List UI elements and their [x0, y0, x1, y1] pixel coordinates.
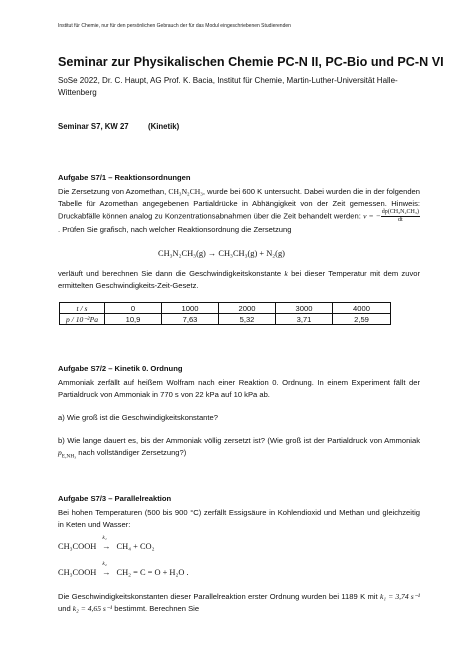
rate-denominator: dt: [398, 217, 403, 224]
pressure-symbol: p: [58, 447, 62, 457]
rate-lhs: v = −: [363, 211, 381, 221]
task1-text-b: , wurde bei 600 K untersucht. Dabei wurden die in der folgenden Tabelle für Azomethan angegebenen Partialdrücke in Abhängigkeit von der Zeit gemessen. Hinweis: Druckabfälle können analog zu Konzentrationsabnahmen über die Zeit behandelt werden:: [58, 187, 420, 221]
task1-paragraph-2: [58, 268, 420, 291]
reaction-1-rhs: CH₄ + CO₂: [116, 542, 155, 551]
task3-text-c: bestimmt. Berechnen Sie: [112, 603, 200, 613]
table-cell: 7,63: [162, 314, 219, 325]
k1-value: k₁ = 3,74 s⁻¹: [379, 592, 421, 601]
table-cell: 2,59: [333, 314, 391, 325]
reaction-2-arrow: k₂ →: [102, 561, 111, 577]
task1-text-c: . Prüfen Sie grafisch, nach welcher Reaktionsordnung die Zersetzung: [58, 225, 292, 235]
task1-text-a: Die Zersetzung von Azomethan,: [58, 187, 169, 196]
reaction-1-k: k₁: [102, 535, 107, 541]
table-cell: 5,32: [219, 314, 276, 325]
task2-question-b: [58, 435, 420, 463]
table-cell: 1000: [162, 303, 219, 314]
decomposition-reaction: CH₃N₂CH₃(g) → CH₃CH₃(g) + N₂(g): [158, 249, 285, 258]
reaction-1-arrow: k₁ →: [102, 535, 111, 551]
task3-heading: Aufgabe S7/3 – Parallelreaktion: [58, 494, 172, 503]
table-row: [60, 314, 391, 325]
rate-constant-symbol: k: [284, 269, 288, 278]
task2-heading: Aufgabe S7/2 – Kinetik 0. Ordnung: [58, 364, 183, 373]
task3-text-b: und: [58, 603, 73, 613]
table-cell: 3000: [276, 303, 333, 314]
rate-numerator: dp(CH₃N₂CH₃): [381, 209, 419, 216]
azomethane-formula: CH₃N₂CH₃: [168, 187, 203, 196]
task1-text-d: verläuft und berechnen Sie dann die Geschwindigkeitskonstante: [58, 269, 285, 278]
task1-heading: Aufgabe S7/1 – Reaktionsordnungen: [58, 173, 191, 182]
task2-question-a: a) Wie groß ist die Geschwindigkeitskonstante?: [58, 413, 218, 422]
table-cell: p / 10⁻²Pa: [60, 314, 105, 325]
task3-paragraph-2: [58, 591, 420, 614]
task3-paragraph: Bei hohen Temperaturen (500 bis 900 °C) zerfällt Essigsäure in Kohlendioxid und Methan und gleichzeitig in Keten und Wasser:: [58, 508, 420, 529]
task2-paragraph: Ammoniak zerfällt auf heißem Wolfram nach einer Reaktion 0. Ordnung. In einem Experiment fällt der Partialdruck von Ammoniak in 770 s von 22 kPa auf 10 kPa ab.: [58, 378, 420, 399]
task2-qb-text: b) Wie lange dauert es, bis der Ammoniak völlig zersetzt ist? (Wie groß ist der Partialdruck von Ammoniak: [58, 436, 420, 445]
table-cell: 0: [105, 303, 162, 314]
table-cell: t / s: [60, 303, 105, 314]
document-subtitle: SoSe 2022, Dr. C. Haupt, AG Prof. K. Bacia, Institut für Chemie, Martin-Luther-Universität Halle-Wittenberg: [58, 76, 398, 97]
table-cell: 10,9: [105, 314, 162, 325]
reaction-1-lhs: CH₃COOH: [58, 542, 97, 551]
seminar-topic: (Kinetik): [148, 122, 180, 131]
table-cell: 2000: [219, 303, 276, 314]
task1-paragraph: [58, 186, 420, 236]
table-cell: 3,71: [276, 314, 333, 325]
table-row: [60, 303, 391, 314]
document-title: Seminar zur Physikalischen Chemie PC-N II, PC-Bio und PC-N VI: [58, 55, 444, 69]
task3-text-a: Die Geschwindigkeitskonstanten dieser Parallelreaktion erster Ordnung wurden bei 1189 K mit: [58, 592, 380, 601]
seminar-heading: [58, 122, 180, 131]
rate-fraction: [381, 209, 420, 224]
pressure-subscript: E,NH₃: [61, 453, 77, 460]
task2-qb-end: nach vollständiger Zersetzung?): [76, 447, 187, 457]
header-notice: Institut für Chemie, nur für den persönlichen Gebrauch der für das Modul eingeschriebenen Studierenden: [58, 23, 291, 29]
reaction-2: [58, 561, 189, 577]
task1-text-e: bei dieser Temperatur mit dem zuvor ermittelten Geschwindigkeits-Zeit-Gesetz.: [58, 269, 420, 290]
reaction-1: [58, 535, 155, 551]
seminar-label: Seminar S7, KW 27: [58, 122, 129, 131]
k2-value: k₂ = 4,65 s⁻¹: [72, 603, 113, 613]
reaction-2-lhs: CH₃COOH: [58, 568, 97, 577]
data-table: [59, 302, 391, 325]
reaction-2-rhs: CH₂ = C = O + H₂O .: [116, 568, 189, 577]
table-cell: 4000: [333, 303, 391, 314]
reaction-2-k: k₂: [102, 561, 107, 567]
